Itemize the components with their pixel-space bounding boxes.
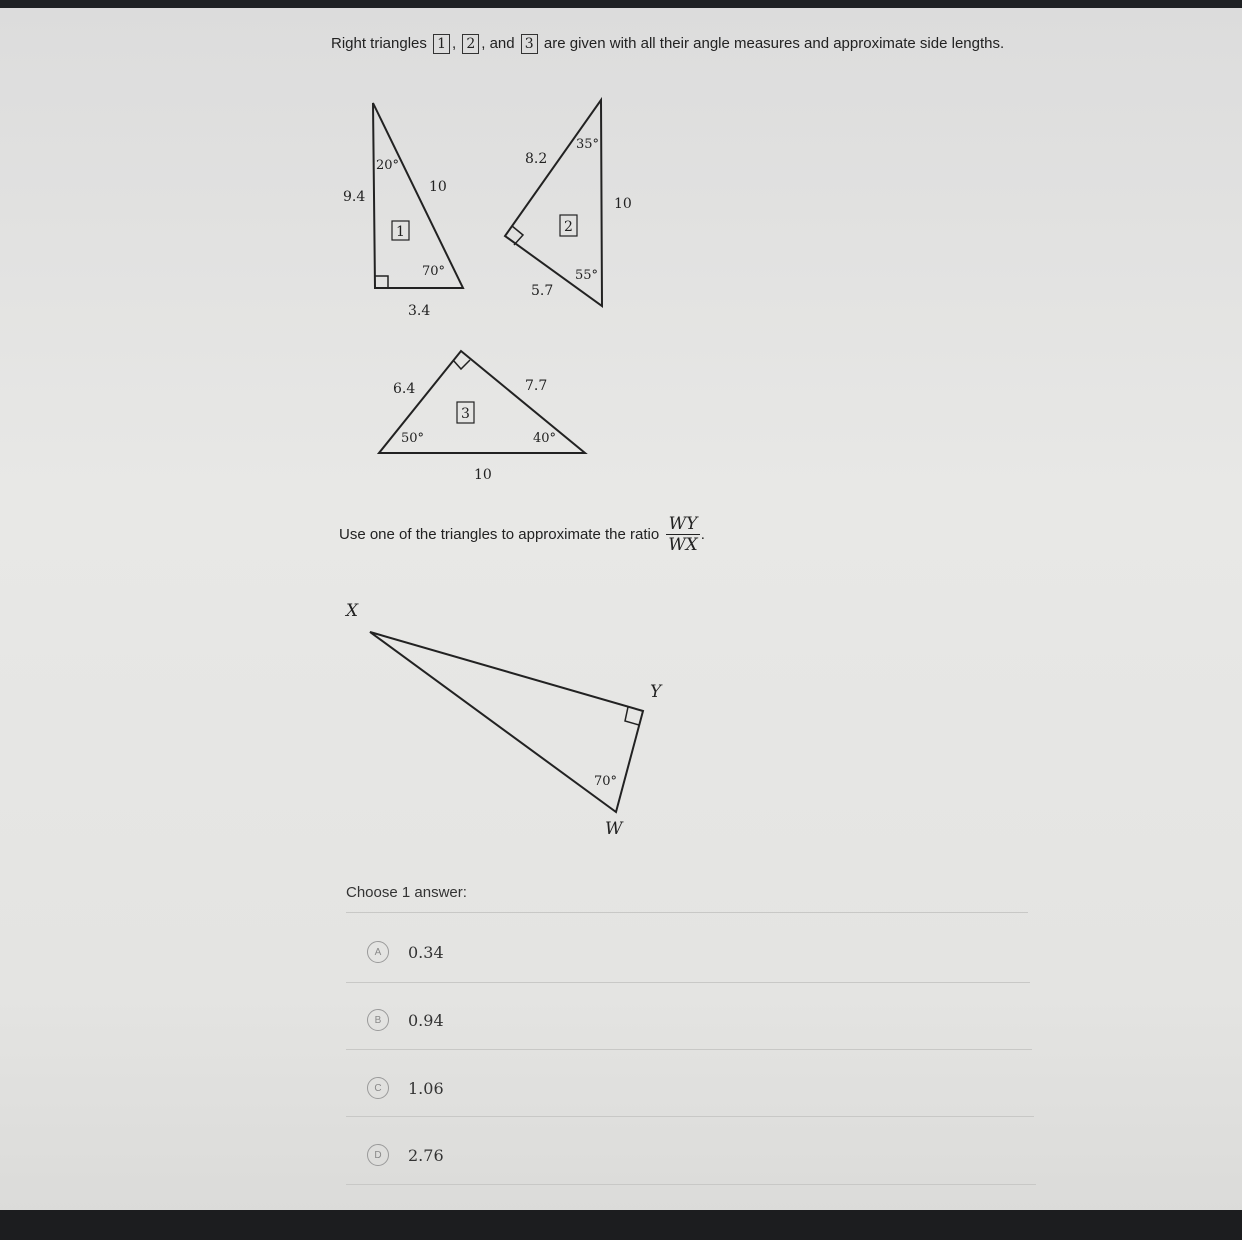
ratio-fraction (665, 514, 701, 555)
option-d-radio[interactable]: D (367, 1144, 389, 1166)
question-prompt (339, 514, 705, 555)
answer-option-d[interactable] (367, 1144, 444, 1166)
answer-option-a[interactable] (367, 941, 444, 963)
triangle-3-label: 3 (461, 406, 470, 422)
option-a-radio[interactable]: A (367, 941, 389, 963)
option-a-value: 0.34 (408, 942, 444, 962)
triangle-3-angle-right: 40° (533, 431, 557, 446)
triangle-2-angle-bottom: 55° (575, 268, 599, 283)
intro-prefix: Right triangles (331, 35, 427, 52)
triangle-1-hypotenuse: 10 (429, 179, 447, 195)
intro-suffix: are given with all their angle measures and approximate side lengths. (543, 35, 1005, 52)
triangle-2-lower-left-side: 5.7 (531, 283, 554, 299)
triangle-xyw (344, 601, 663, 839)
intro-and: and (489, 35, 515, 52)
intro-triangle-1-box: 1 (433, 34, 450, 54)
vertex-y-label: Y (650, 682, 662, 702)
intro-triangle-3-box: 3 (521, 34, 538, 54)
choose-answer-prompt: Choose 1 answer: (346, 884, 467, 901)
vertex-x-label: X (346, 601, 359, 621)
intro-triangle-2-box: 2 (462, 34, 479, 54)
triangle-3-right-side: 7.7 (525, 378, 548, 394)
triangle-2-right-side: 10 (614, 196, 632, 212)
answer-option-c[interactable] (367, 1077, 444, 1099)
answer-divider (346, 1049, 1032, 1050)
question-text: Use one of the triangles to approximate the ratio (339, 526, 660, 543)
triangle-2-label: 2 (564, 219, 573, 235)
triangle-3 (379, 351, 585, 483)
question-period: . (700, 526, 705, 543)
option-b-radio[interactable]: B (367, 1009, 389, 1031)
option-c-radio[interactable]: C (367, 1077, 389, 1099)
triangle-3-right-angle-mark (453, 360, 470, 369)
triangle-2-angle-top: 35° (576, 137, 600, 152)
triangle-1 (343, 103, 463, 319)
triangle-3-angle-left: 50° (401, 431, 425, 446)
triangle-3-bottom-side: 10 (474, 467, 492, 483)
triangle-1-left-side: 9.4 (343, 189, 366, 205)
option-c-value: 1.06 (408, 1078, 444, 1098)
triangle-2 (505, 100, 632, 306)
answer-divider (346, 1184, 1036, 1185)
triangle-1-right-angle-mark (375, 276, 388, 288)
answer-divider (346, 982, 1030, 983)
answer-option-b[interactable] (367, 1009, 444, 1031)
problem-intro: Right triangles 1 , 2 , and 3 are given with all their angle measures and approximate side lengths. (331, 35, 1005, 52)
vertex-w-label: W (605, 819, 623, 839)
triangle-1-angle-bottom: 70° (422, 264, 446, 279)
triangle-1-angle-top: 20° (376, 158, 400, 173)
triangle-1-label: 1 (396, 224, 405, 240)
triangle-2-upper-left-side: 8.2 (525, 151, 548, 167)
answer-divider (346, 1116, 1034, 1117)
option-d-value: 2.76 (408, 1145, 444, 1165)
angle-w-label: 70° (594, 774, 618, 789)
option-b-value: 0.94 (408, 1010, 444, 1030)
triangle-1-bottom-side: 3.4 (408, 303, 431, 319)
ratio-numerator: WY (666, 514, 701, 535)
bottom-screen-bezel (0, 1210, 1242, 1240)
answer-divider (346, 912, 1028, 913)
triangle-1-outline (373, 103, 463, 288)
ratio-denominator: WX (668, 535, 698, 555)
triangle-3-left-side: 6.4 (393, 381, 416, 397)
